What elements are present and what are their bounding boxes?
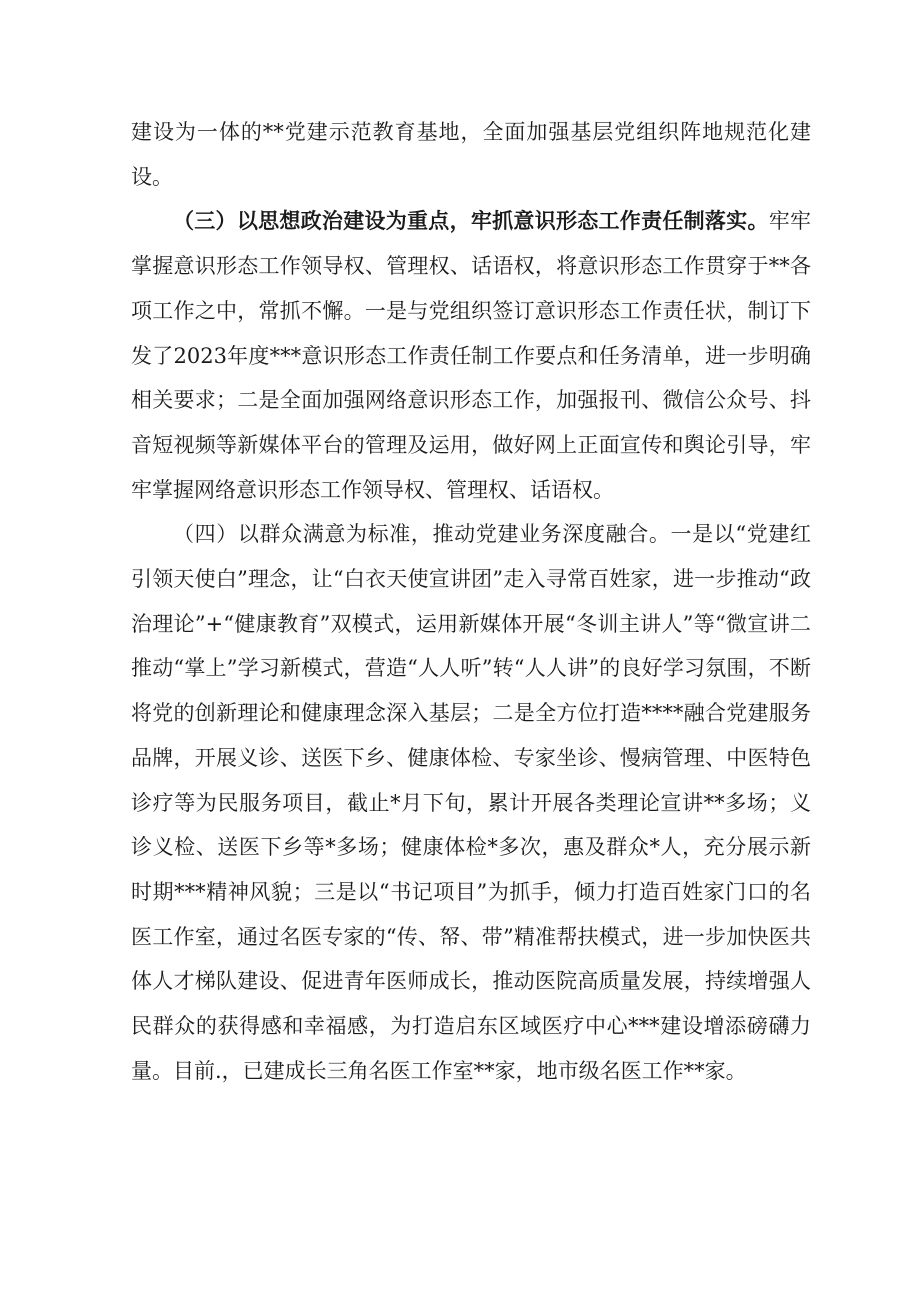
section-3-body: 牢牢掌握意识形态工作领导权、管理权、话语权，将意识形态工作贯穿于**各项工作之中，常抓不懈。一是与党组织签订意识形态工作责任状，制订下发了2023年度***意识形态工作责任制工作要点和任务清单，进一步明确相关要求；二是全面加强网络意识形态工作，加强报刊、微信公众号、抖音短视频等新媒体平台的管理及运用，做好网上正面宣传和舆论引导，牢牢掌握网络意识形态工作领导权、管理权、话语权。 — [131, 209, 812, 502]
paragraph-section-4 — [131, 512, 811, 1093]
section-3-heading: （三）以思想政治建设为重点，牢抓意识形态工作责任制落实。 — [173, 208, 769, 234]
document-body — [131, 110, 811, 1093]
paragraph-section-3 — [131, 199, 811, 512]
paragraph-continuation — [131, 110, 811, 199]
section-4-body: （四）以群众满意为标准，推动党建业务深度融合。一是以“党建红引领天使白”理念，让“白衣天使宣讲团”走入寻常百姓家，进一步推动“政治理论”+“健康教育”双模式，运用新媒体开展“冬训主讲人”等“微宣讲二推动“掌上”学习新模式，营造“人人听”转“人人讲”的良好学习氛围，不断将党的创新理论和健康理念深入基层；二是全方位打造****融合党建服务品牌，开展义诊、送医下乡、健康体检、专家坐诊、慢病管理、中医特色诊疗等为民服务项目，截止*月下旬，累计开展各类理论宣讲**多场；义诊义检、送医下乡等*多场；健康体检*多次，惠及群众*人，充分展示新时期***精神风貌；三是以“书记项目”为抓手，倾力打造百姓家门口的名医工作室，通过名医专家的“传、帑、带”精准帮扶模式，进一步加快医共体人才梯队建设、促进青年医师成长，推动医院高质量发展，持续增强人民群众的获得感和幸福感，为打造启东区域医疗中心***建设增添磅礴力量。目前.，已建成长三角名医工作室**家，地市级名医工作**家。 — [131, 522, 811, 1083]
paragraph-text: 建设为一体的**党建示范教育基地，全面加强基层党组织阵地规范化建设。 — [131, 120, 811, 189]
